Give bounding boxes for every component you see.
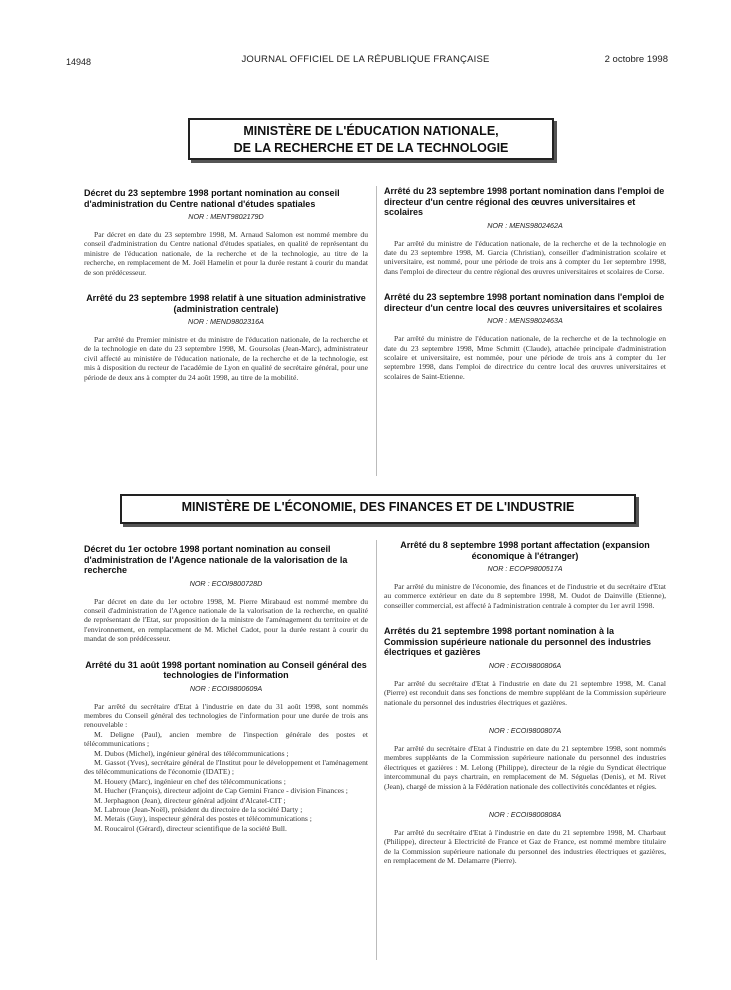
article-title: Arrêté du 8 septembre 1998 portant affectation (expansion économique à l'étranger) — [400, 540, 650, 561]
ministry-economy-heading — [120, 494, 636, 524]
article-body: Par décret en date du 23 septembre 1998, M. Arnaud Salomon est nommé membre du conseil d'administration du Centre national d'études spatiales, en qualité de représentant du ministre de l'éducation nationale, de la recherche et de la technologie, au titre de la recherche, en remplacement de M. Joël Hamelin et pour la durée restant à courir du mandat de son prédécesseur. — [84, 230, 368, 277]
page-number: 14948 — [66, 57, 92, 67]
issue-date: 2 octobre 1998 — [604, 54, 668, 65]
section2-left-column — [84, 544, 368, 833]
ministry-heading-line1: MINISTÈRE DE L'ÉDUCATION NATIONALE, — [243, 124, 499, 138]
article-body: Par arrêté du secrétaire d'Etat à l'industrie en date du 21 septembre 1998, sont nommés membres suppléants de la Commission supérieure nationale du personnel des industries électriques et gazières : M. Lelong (Philippe), directeur de la régie du Syndicat électrique intercommunal du pays chartrain, en remplacement de M. Séguelas (Denis), et M. Rivet (Jean), chargé de mission à la Fédération nationale des collectivités concédantes et régies. — [384, 743, 666, 791]
nor-reference: NOR : MENS9802463A — [487, 316, 563, 326]
nor-reference: NOR : ECOI9800807A — [488, 725, 562, 735]
article-title: Arrêté du 23 septembre 1998 relatif à une situation administrative (administration centrale) — [86, 293, 366, 314]
nor-reference: NOR : MENS9802462A — [487, 220, 563, 230]
section1-right-column — [384, 186, 666, 381]
member-item: M. Deligne (Paul), ancien membre de l'inspection générale des postes et télécommunications ; — [84, 729, 368, 749]
article-body: Par arrêté du secrétaire d'Etat à l'industrie en date du 21 septembre 1998, M. Charbaut (Philippe), directeur à Electricité de France et Gaz de France, est nommé membre titulaire de la Commission supérieure nationale du personnel des industries électriques et gazières, en remplacement de M. Delamarre (Pierre). — [384, 827, 666, 866]
article-title: Décret du 23 septembre 1998 portant nomination au conseil d'administration du Centre national d'études spatiales — [84, 188, 340, 209]
member-item: M. Gassot (Yves), secrétaire général de l'Institut pour le développement et l'aménagement des télécommunications de l'économie (IDATE) ; — [84, 757, 368, 777]
member-item: M. Dubos (Michel), ingénieur général des télécommunications ; — [94, 748, 289, 758]
ministry-education-heading — [188, 118, 554, 160]
page-header — [0, 54, 731, 68]
member-item: M. Jerphagnon (Jean), directeur général adjoint d'Alcatel-CIT ; — [94, 795, 286, 805]
nor-reference: NOR : MENT9802179D — [188, 212, 264, 221]
article-title: Arrêtés du 21 septembre 1998 portant nomination à la Commission supérieure nationale du personnel des industries électriques et gazières — [384, 626, 652, 658]
nor-reference: NOR : MEND9802316A — [188, 317, 264, 327]
nor-reference: NOR : ECOI9800609A — [189, 683, 263, 693]
article-title: Décret du 1er octobre 1998 portant nomination au conseil d'administration de l'Agence nationale de la valorisation de la recherche — [84, 544, 348, 575]
article-body: Par décret en date du 1er octobre 1998, M. Pierre Mirabaud est nommé membre du conseil d'administration de l'Agence nationale de la valorisation de la recherche, en qualité de représentant de l'Etat, sur proposition de la ministre de l'aménagement du territoire et de l'environnement, en remplacement de M. Michel Cadot, pour la durée restant à courir du mandat de son prédécesseur. — [84, 596, 368, 644]
article-body: Par arrêté du ministre de l'économie, des finances et de l'industrie et du secrétaire d'Etat au commerce extérieur en date du 8 septembre 1998, M. Oudot de Dainville (Etienne), conseiller commercial, est affecté à l'administration centrale à compter du 1er avril 1998. — [384, 582, 666, 610]
journal-title: JOURNAL OFFICIEL DE LA RÉPUBLIQUE FRANÇAISE — [241, 54, 490, 65]
column-divider — [376, 540, 377, 960]
nor-reference: NOR : ECOI9800728D — [189, 578, 263, 588]
article-title: Arrêté du 31 août 1998 portant nomination au Conseil général des technologies de l'information — [85, 659, 367, 681]
article-body: Par arrêté du secrétaire d'Etat à l'industrie en date du 21 septembre 1998, M. Canal (Pierre) est reconduit dans ses fonctions de membre suppléant de la Commission supérieure nationale du personnel des industries électriques et gazières. — [384, 678, 666, 707]
article-body: Par arrêté du Premier ministre et du ministre de l'éducation nationale, de la recherche et de la technologie en date du 23 septembre 1998, M. Goursolas (Jean-Marc), administrateur civil affecté au ministère de l'éducation nationale, de la recherche et de la technologie, est mis à disposition du recteur de l'académie de Lyon en qualité de secrétaire général, pour une période de deux ans à compter du 24 août 1998, au titre de la mobilité. — [84, 335, 368, 382]
nor-reference: NOR : ECOI9800808A — [488, 809, 562, 819]
ministry-heading-line2: DE LA RECHERCHE ET DE LA TECHNOLOGIE — [233, 141, 509, 155]
column-divider — [376, 186, 377, 476]
article-title: Arrêté du 23 septembre 1998 portant nomination dans l'emploi de directeur d'un centre local des œuvres universitaires et scolaires — [384, 292, 665, 313]
member-item: M. Labroue (Jean-Noël), président du directoire de la société Darty ; — [94, 805, 303, 814]
nor-reference: NOR : ECOI9800806A — [488, 660, 562, 670]
section2-right-column — [384, 540, 666, 866]
article-title: Arrêté du 23 septembre 1998 portant nomination dans l'emploi de directeur d'un centre régional des œuvres universitaires et scolaires — [384, 186, 665, 217]
member-item: M. Hucher (François), directeur adjoint de Cap Gemini France - division Finances ; — [94, 786, 348, 796]
nor-reference: NOR : ECOP9800517A — [487, 564, 563, 573]
article-body: Par arrêté du ministre de l'éducation nationale, de la recherche et de la technologie en date du 23 septembre 1998, Mme Schmitt (Claude), attachée principale d'administration scolaire et universitaire, est nommée, pour une période de trois ans à compter du 1er septembre 1998, dans l'emploi de directrice du centre local des œuvres universitaires et scolaires de Saint-Etienne. — [384, 334, 666, 381]
member-item: M. Roucairol (Gérard), directeur scientifique de la société Bull. — [94, 823, 287, 833]
section1-left-column — [84, 188, 368, 382]
article-body: Par arrêté du secrétaire d'Etat à l'industrie en date du 31 août 1998, sont nommés membres du Conseil général des technologies de l'information pour une durée de trois ans renouvelable : — [84, 701, 368, 730]
ministry-heading-title: MINISTÈRE DE L'ÉCONOMIE, DES FINANCES ET DE L'INDUSTRIE — [181, 500, 575, 514]
article-body: Par arrêté du ministre de l'éducation nationale, de la recherche et de la technologie en date du 23 septembre 1998, M. Garcia (Christian), conseiller d'administration scolaire et universitaire, est nommé, pour une période de trois ans à compter du 1er septembre 1998, dans l'emploi de directeur du centre régional des œuvres universitaires et scolaires de Corse. — [384, 238, 666, 276]
member-item: M. Houery (Marc), ingénieur en chef des télécommunications ; — [94, 776, 286, 786]
member-item: M. Metais (Guy), inspecteur général des postes et télécommunications ; — [94, 814, 312, 824]
